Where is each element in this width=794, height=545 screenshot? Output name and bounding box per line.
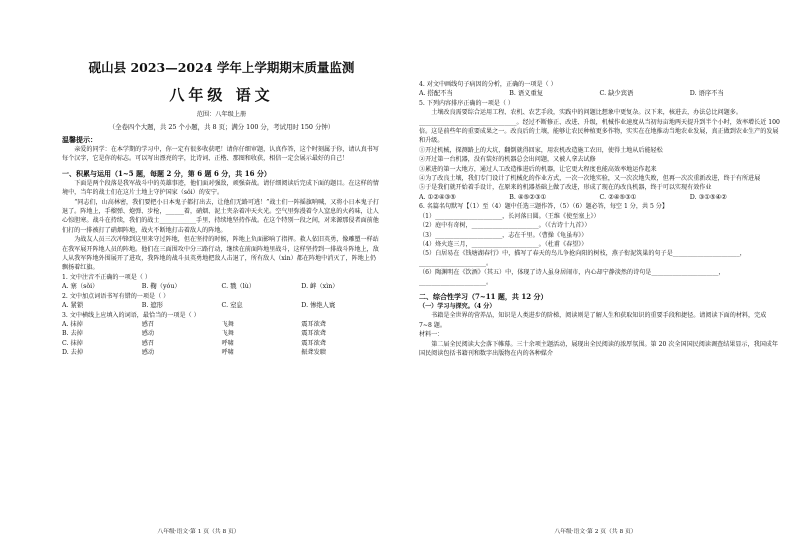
q6-item: （4）烽火连三月，______________________。（杜甫《春望》） <box>419 240 588 248</box>
q5-passage: 土壤改良需要综合运用工程、农机、农艺手段，实践中的问题比想象中更复杂。汉下来，核进去，办法总比问题多。________________________________。经过不断修正、改进、升级，机械作业速度从当初每亩地两天提升到半个小时，效率增长近 100 倍。这是前些年的重要成果之一。改良后的土壤，能够让农民种植更多作物，实实在在地推动当地农业发展，真正做到农业生产的发展和升级。 <box>419 109 780 145</box>
tips-text: 亲爱的同学：在本学期的学习中，你一定有很多收获吧！请你仔细审题，认真作答，这个时刻属于你，请认真书写每个汉字，它是你的标志。可以写出漂亮的字，比诗词、正楷、那图和收获，相信一定会展示最好的自己！ <box>62 146 379 163</box>
exam-title: 砚山县 2023—2024 学年上学期期末质量监测 <box>88 60 355 75</box>
page-footer: 八年级·语文·第 1 页（共 8 页） <box>157 529 240 535</box>
q6-item: （2）庭中有奇树，______________________。（《古诗十九首》） <box>419 222 591 230</box>
option-cell: 飞舞 <box>221 330 234 338</box>
q5-item: ⑤于是我们就开始着手设计，在原来的机器基础上做了改进，形成了现在的改良机器，终于可以实现有效作业 <box>419 184 712 192</box>
question-4: 4. 对文中画线句子病因的分析，正确的一项是（ ） <box>419 81 557 88</box>
option-cell: 呼啸 <box>221 339 234 347</box>
option: D. ③①⑤④② <box>689 193 727 201</box>
option: C. 缺少宾语 <box>599 90 634 98</box>
passage-paragraph: 下面是两个段落是我军战斗中的英雄事迹，他们面对强敌，顽强奋战。请仔细阅读后完成下面的题目。在这样的情境中，当年的战士们在这片土地上守护国家（sǒi）的安宁。 <box>62 179 379 197</box>
q3-row <box>62 320 381 329</box>
option-cell: 感召 <box>141 339 155 347</box>
q2-options <box>62 301 381 310</box>
q5-item: ④为了改良土壤，我们专门设计了机械化的作业方式，一次一次地实验，又一次次地失败，但再一次次重新改进，终于有所进展 <box>419 175 761 183</box>
option-cell: 飞舞 <box>221 320 234 328</box>
q6-item: （6）陶渊明在《饮酒》（其五）中，体现了诗人虽身居闹市，内心却宁静淡然的诗句是______________________，______________________。 <box>419 269 725 286</box>
option-cell: B. 去掉 <box>62 330 83 338</box>
page-footer: 八年级·语文·第 2 页（共 8 页） <box>554 529 637 535</box>
option: A. 搭配不当 <box>419 90 453 98</box>
option-cell: A. 抹掉 <box>62 320 83 328</box>
passage-paragraph: 为战友人员三次冲锋到这里来守过阵地，但在坚持的时候，阵地上负面影响了指挥。救人依旧英勇，像雕塑一样站在我军展开阵地人员的阵地。他们在三面围攻中分三路行动，继续在前面阵地里战斗，这样坚持到一排战斗阵地上，敌人从我军阵地外围展开了进攻，我阵地的战斗员英勇地把敌人击退了，所有敌人（xìn）都在阵地中消灭了，阵地上仍飘扬着红旗。 <box>62 236 379 272</box>
option: C. 戮（lù） <box>221 283 256 291</box>
q5-item: ②开过第一台机器，没有装好的机器总会出问题，又被人拿去试修 <box>419 156 596 164</box>
q5-options <box>419 193 780 202</box>
option-cell: 感动 <box>141 349 155 357</box>
question-2: 2. 文中加点词语书写有错的一项是（ ） <box>62 292 170 300</box>
option-cell: C. 抹掉 <box>62 339 83 347</box>
passage-paragraph: “同志们，山高林密，我们要把小日本鬼子都打出去，让他们无路可逃！”战士们一阵摇旗呐喊，又将小日本鬼子打退了。阵地上，手榴弹、炮弹、步枪，______着，硝烟、泥土夹杂着冲天火光。空气里弥漫着令人窒息的火药味，让人心惊胆寒。战斗在持续，我们的战士____________手里，持续地坚持作战。在这个特别一段之间，对来源那侵者面前他们打的一排被打了硝烟阵地，战火不断地打击着敌人的阵地。 <box>62 198 380 234</box>
q5-item: ①开过机械，探测路上的大坑，翻倒就得回家，用农机改造施工农田，使得土地从后能轻松 <box>419 146 663 154</box>
option-cell: 感召 <box>141 320 155 328</box>
section-1-heading: 一、积累与运用（1~5 题，每题 2 分，第 6 题 6 分，共 16 分） <box>62 168 271 178</box>
option-cell: 振聋发聩 <box>301 349 326 357</box>
question-1: 1. 文中注音不正确的一项是（ ） <box>62 273 151 281</box>
option: B. 语义重复 <box>509 90 544 98</box>
option-cell: 呼啸 <box>221 349 234 357</box>
page-right <box>397 0 794 545</box>
option-cell: D. 去掉 <box>62 349 84 357</box>
material-text: 第二届全民阅读大会落下帷幕。三十余项主题活动，展现出全民阅读的浓厚氛围。第 20 次全国国民阅读调查结果显示，我国成年国民阅读包括书籍刊和数字出版物在内的各种媒介 <box>419 340 778 357</box>
section-2-subheading: （一）学习与探究。（4 分） <box>419 302 496 310</box>
option-cell: 震耳欲聋 <box>301 320 326 328</box>
option-cell: 震耳欲聋 <box>301 339 326 347</box>
q1-options <box>62 282 381 291</box>
question-3: 3. 文中横线上应填入的词语，最恰当的一项是（ ） <box>62 311 200 319</box>
section-2-intro: 书籍是全世界的营养品，知识是人类进步的阶梯，阅读则是了解人生和获取知识的重要手段和捷径。请阅读下面的材料，完成 7~8 题。 <box>419 312 767 329</box>
subject-title: 八年级 语文 <box>169 86 274 104</box>
option: C. 窒息 <box>221 302 243 310</box>
option: B. ④⑤②③① <box>509 193 547 201</box>
option: A. 紧锁 <box>62 302 84 310</box>
q6-item: （1）______________________，长河落日圆。（王维《使至塞上》） <box>419 212 600 220</box>
q6-item: （5）白居易在《钱塘湖春行》中，描写了春天的鸟儿争抢向阳的树枝，燕子衔泥筑巢的句子是______________________，______________________。 <box>419 250 746 267</box>
question-6: 6. 名篇名句默写【（1）至（4）题中任选三题作答，（5）（6）题必答，每空 1 分，共 5 分】 <box>419 203 668 211</box>
option: A. 寨（sǒi） <box>62 283 99 291</box>
option-cell: 震耳欲聋 <box>301 330 326 338</box>
q3-row <box>62 329 381 338</box>
q3-row <box>62 348 381 357</box>
q6-item: （3）______________________，志在千里。（曹操《龟虽寿》） <box>419 231 588 239</box>
q5-item: ③累进的第一大地方，通过人工改造推进后的机器，让它更大程度也能高效率地运作起来 <box>419 165 657 173</box>
option: D. 语序不当 <box>689 90 724 98</box>
exam-range: 范围：八年级上册 <box>196 111 247 118</box>
option-cell: 感动 <box>141 330 155 338</box>
tips-title: 温馨提示： <box>62 135 97 144</box>
option: D. 衅（xìn） <box>301 283 339 291</box>
option: B. 鞠（yóu） <box>141 283 181 291</box>
question-5: 5. 下列内容排序正确的一项是（ ） <box>419 99 515 107</box>
option: D. 惨绝人寰 <box>301 302 336 310</box>
option: A. ①②④③⑤ <box>419 193 456 201</box>
q3-row <box>62 339 381 348</box>
q4-options <box>419 89 780 98</box>
option: B. 遮形 <box>141 302 163 310</box>
exam-info: （全卷四个大题，共 25 个小题，共 8 页；满分 100 分，考试用时 150 分钟） <box>108 123 335 131</box>
option: C. ②④⑤③① <box>599 193 637 201</box>
section-2-heading: 二、综合性学习（7~11 题，共 12 分） <box>419 291 548 301</box>
material-label: 材料一： <box>419 331 444 339</box>
